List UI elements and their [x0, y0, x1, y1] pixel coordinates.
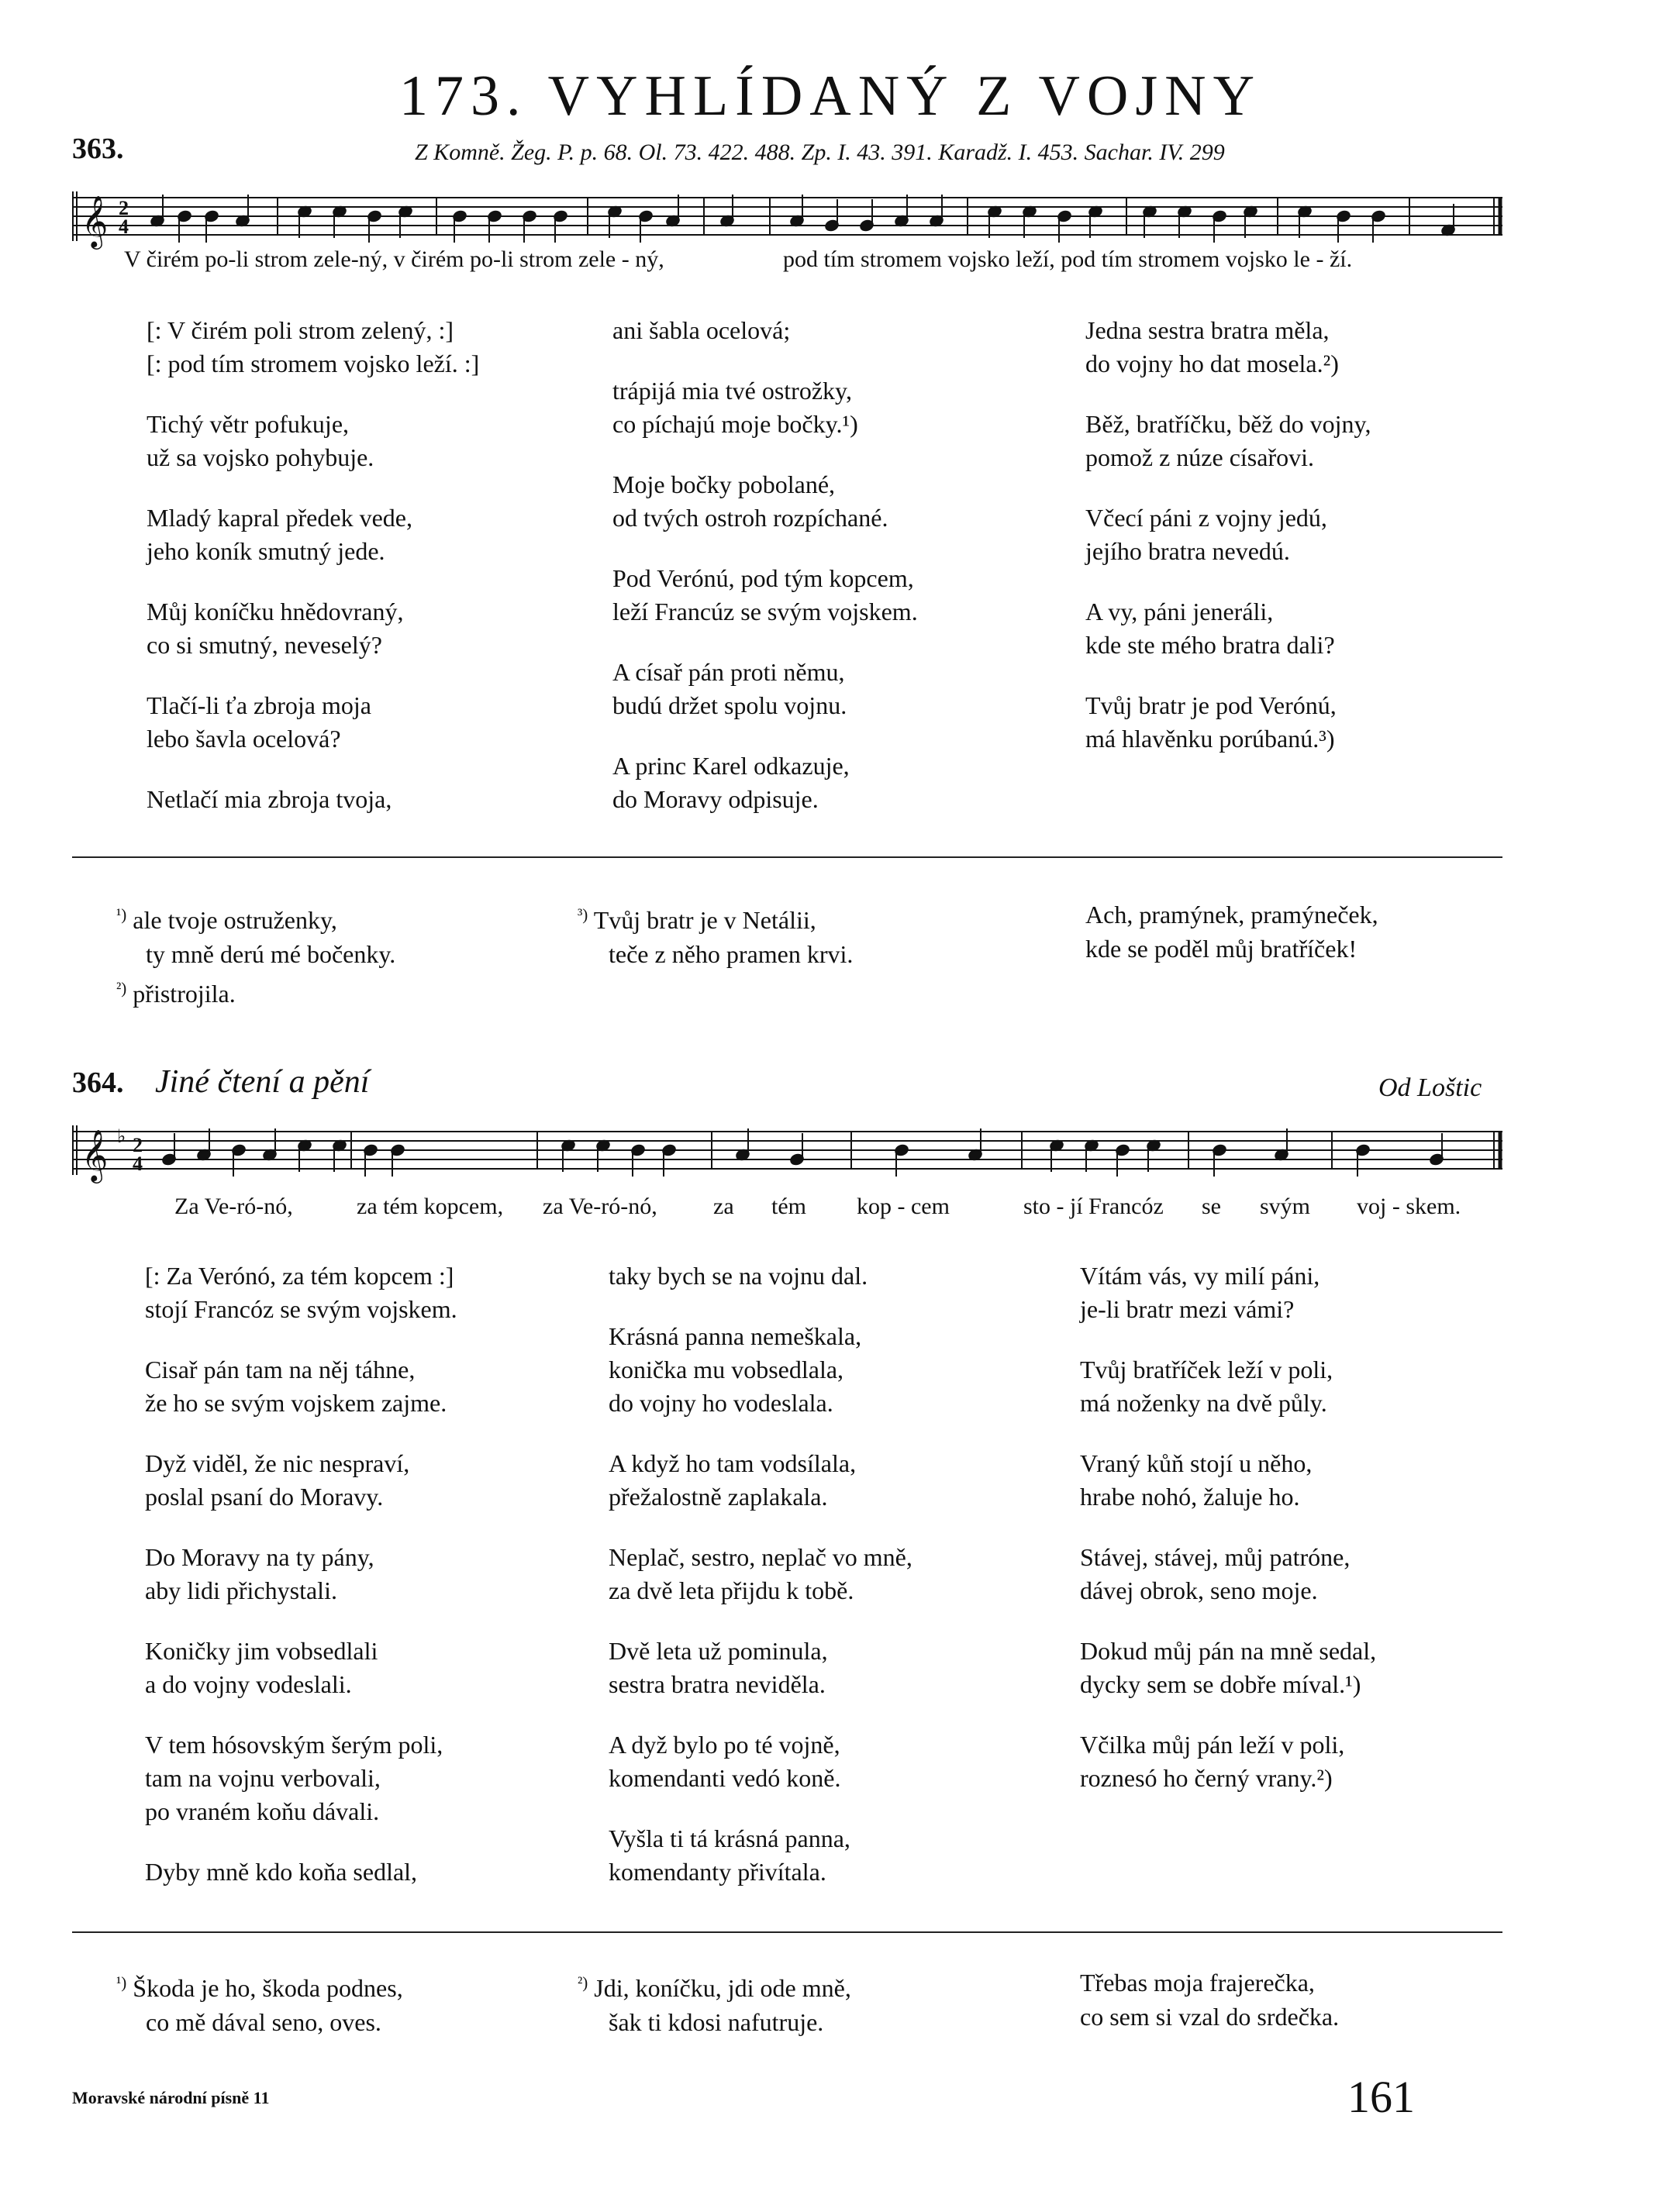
stanza-line: Do Moravy na ty pány,: [145, 1543, 374, 1571]
stanza: [612, 656, 918, 722]
stanza: [145, 1728, 457, 1828]
stanza-line: Neplač, sestro, neplač vo mně,: [609, 1543, 912, 1571]
stanza: [1085, 595, 1371, 662]
stanza-line: Krásná panna nemeškala,: [609, 1322, 862, 1350]
footnote-text: přistrojila.: [133, 980, 236, 1008]
stanza-line: že ho se svým vojskem zajme.: [145, 1389, 447, 1417]
stanza-line: aby lidi přichystali.: [145, 1576, 337, 1604]
footnote-text: Třebas moja frajerečka,: [1080, 1969, 1315, 1997]
footnote-mark: ²): [578, 1973, 588, 1992]
stanza-line: stojí Francóz se svým vojskem.: [145, 1295, 457, 1323]
stanza-line: budú držet spolu vojnu.: [612, 691, 847, 719]
stanza-line: Dvě leta už pominula,: [609, 1637, 828, 1665]
stanza-line: pomož z núze císařovi.: [1085, 443, 1314, 471]
stanza-line: Stávej, stávej, můj patróne,: [1080, 1543, 1351, 1571]
stanza-column: [612, 314, 918, 843]
time-signature-top: 2: [133, 1134, 143, 1156]
stanza: [609, 1635, 912, 1701]
stanza-column: [1085, 314, 1371, 783]
treble-clef-icon: 𝄞: [81, 1128, 109, 1181]
stanza-column: [147, 314, 479, 843]
stanza: [612, 314, 918, 347]
stanza-line: Dyby mně kdo koňa sedlal,: [145, 1858, 418, 1886]
stanza: [147, 783, 479, 816]
stanza-line: leží Francúz se svým vojskem.: [612, 598, 918, 625]
page-number: 161: [1347, 2072, 1415, 2122]
stanza-line: komendanti vedó koně.: [609, 1764, 841, 1792]
lyric-part: pod tím stromem vojsko leží, pod tím stromem vojsko le - ží.: [783, 246, 1353, 272]
footnote-text: Jdi, koníčku, jdi ode mně,: [594, 1974, 851, 2002]
time-signature-top: 2: [119, 197, 129, 219]
footnote-3: [578, 898, 853, 971]
footnote-divider: [72, 856, 1502, 858]
stanza-line: A princ Karel odkazuje,: [612, 752, 850, 780]
stanza: [1080, 1635, 1376, 1701]
stanza: [147, 408, 479, 474]
footnote-mark: ³): [578, 905, 588, 924]
stanza-line: do Moravy odpisuje.: [612, 785, 819, 813]
lyric-part: svým: [1260, 1194, 1311, 1219]
stanza-line: Vraný kůň stojí u něho,: [1080, 1449, 1313, 1477]
stanza-line: lebo šavla ocelová?: [147, 725, 341, 753]
lyric-part: tém: [771, 1194, 806, 1219]
music-staff-363: [72, 174, 1502, 252]
stanza-line: Netlačí mia zbroja tvoja,: [147, 785, 392, 813]
stanza: [145, 1353, 457, 1420]
stanza-column: [145, 1259, 457, 1916]
stanza: [609, 1541, 912, 1607]
stanza-line: Tvůj bratr je pod Verónú,: [1085, 691, 1337, 719]
stanza: [145, 1447, 457, 1514]
stanza-line: dycky sem se dobře míval.¹): [1080, 1670, 1361, 1698]
stanza-column: [1080, 1259, 1376, 1822]
footnote-text: co sem si vzal do srdečka.: [1080, 2003, 1340, 2031]
stanza-line: A dyž bylo po té vojně,: [609, 1731, 840, 1759]
footnote-text: ale tvoje ostruženky,: [133, 906, 337, 934]
stanza-line: Pod Verónú, pod tým kopcem,: [612, 564, 914, 592]
stanza-line: Dokud můj pán na mně sedal,: [1080, 1637, 1377, 1665]
stanza-line: za dvě leta přijdu k tobě.: [609, 1576, 854, 1604]
stanza: [147, 314, 479, 381]
stanza: [1085, 408, 1371, 474]
stanza: [612, 374, 918, 441]
stanza-line: A když ho tam vodsílala,: [609, 1449, 857, 1477]
footnote-text: šak ti kdosi nafutruje.: [609, 2008, 824, 2036]
footnote-text: Ach, pramýnek, pramýneček,: [1085, 901, 1378, 929]
stanza-line: Moje bočky pobolané,: [612, 470, 836, 498]
footnote-divider: [72, 1931, 1502, 1933]
stanza: [1080, 1447, 1376, 1514]
lyrics-under-staff-364: [174, 1194, 1508, 1225]
footnote-3-continued: [1085, 898, 1378, 966]
lyric-part: za tém kopcem,: [357, 1194, 504, 1219]
stanza-line: Dyž viděl, že nic nespraví,: [145, 1449, 410, 1477]
stanza-line: do vojny ho vodeslala.: [609, 1389, 833, 1417]
stanza-line: V tem hósovským šerým poli,: [145, 1731, 443, 1759]
stanza-line: co si smutný, neveselý?: [147, 631, 382, 659]
treble-clef-icon: 𝄞: [81, 195, 109, 247]
footnote-text: kde se poděl můj bratříček!: [1085, 935, 1357, 963]
lyrics-under-staff-363: [124, 246, 1520, 277]
stanza-column: [609, 1259, 912, 1916]
stanza-line: Koničky jim vobsedlali: [145, 1637, 378, 1665]
stanza-line: Běž, bratříčku, běž do vojny,: [1085, 410, 1371, 438]
lyric-part: se: [1202, 1194, 1221, 1219]
song-title-364: Jiné čtení a pění: [155, 1064, 370, 1100]
stanza: [1080, 1541, 1376, 1607]
lyric-part: voj - skem.: [1357, 1194, 1461, 1219]
stanza: [1085, 689, 1371, 756]
stanza: [1085, 314, 1371, 381]
footnote-1: [116, 898, 395, 1011]
footnote-1: [116, 1966, 403, 2039]
stanza-line: Jedna sestra bratra měla,: [1085, 316, 1330, 344]
stanza-line: Tichý větr pofukuje,: [147, 410, 350, 438]
lyric-part: kop - cem: [857, 1194, 950, 1219]
stanza: [145, 1855, 457, 1889]
stanza: [609, 1320, 912, 1420]
stanza-line: Mladý kapral předek vede,: [147, 504, 412, 532]
stanza-line: má noženky na dvě půly.: [1080, 1389, 1327, 1417]
stanza-line: po vraném koňu dávali.: [145, 1797, 380, 1825]
stanza-line: [: V čirém poli strom zelený, :]: [147, 316, 454, 344]
stanza: [1085, 501, 1371, 568]
stanza: [145, 1541, 457, 1607]
stanza: [145, 1259, 457, 1326]
song-source-364: Od Loštic: [1378, 1073, 1482, 1102]
stanza: [1080, 1728, 1376, 1795]
stanza-line: Cisař pán tam na něj táhne,: [145, 1356, 416, 1383]
song-number-363: 363.: [72, 133, 124, 165]
stanza: [147, 689, 479, 756]
stanza-line: A císař pán proti němu,: [612, 658, 845, 686]
stanza-line: a do vojny vodeslali.: [145, 1670, 352, 1698]
footnote-mark: ¹): [116, 1973, 127, 1992]
stanza-line: má hlavěnku porúbanú.³): [1085, 725, 1335, 753]
stanza-line: jeho koník smutný jede.: [147, 537, 385, 565]
lyric-part: Za Ve-ró-nó,: [174, 1194, 293, 1219]
stanza-line: Vyšla ti tá krásná panna,: [609, 1824, 850, 1852]
stanza-line: jejího bratra nevedú.: [1085, 537, 1290, 565]
stanza-line: sestra bratra neviděla.: [609, 1670, 826, 1698]
stanza-line: do vojny ho dat mosela.²): [1085, 350, 1339, 377]
stanza-line: kde ste mého bratra dali?: [1085, 631, 1335, 659]
stanza: [147, 501, 479, 568]
time-signature-bottom: 4: [119, 215, 129, 238]
lyric-part: za: [713, 1194, 734, 1219]
stanza-line: hrabe nohó, žaluje ho.: [1080, 1483, 1300, 1511]
time-signature-bottom: 4: [133, 1153, 143, 1175]
footnote-mark: ²): [116, 979, 127, 997]
stanza-line: poslal psaní do Moravy.: [145, 1483, 384, 1511]
stanza-line: [: pod tím stromem vojsko leží. :]: [147, 350, 480, 377]
stanza: [609, 1447, 912, 1514]
stanza-line: konička mu vobsedlala,: [609, 1356, 844, 1383]
stanza-line: Můj koníčku hnědovraný,: [147, 598, 404, 625]
stanza: [147, 595, 479, 662]
stanza: [609, 1822, 912, 1889]
stanza-line: přežalostně zaplakala.: [609, 1483, 828, 1511]
stanza-line: trápijá mia tvé ostrožky,: [612, 377, 852, 405]
stanza-line: od tvých ostroh rozpíchané.: [612, 504, 888, 532]
footnote-text: Škoda je ho, škoda podnes,: [133, 1974, 403, 2002]
stanza-line: komendanty přivítala.: [609, 1858, 826, 1886]
footnote-2-continued: [1080, 1966, 1339, 2034]
stanza: [612, 749, 918, 816]
footnote-text: Tvůj bratr je v Netálii,: [593, 906, 816, 934]
lyric-part: sto - jí Francóz: [1023, 1194, 1164, 1219]
stanza-line: už sa vojsko pohybuje.: [147, 443, 374, 471]
flat-icon: ♭: [117, 1125, 126, 1147]
stanza-line: Tlačí-li ťa zbroja moja: [147, 691, 371, 719]
footnote-text: ty mně derú mé bočenky.: [146, 940, 396, 968]
footnote-mark: ¹): [116, 905, 127, 924]
lyric-part: za Ve-ró-nó,: [543, 1194, 657, 1219]
chapter-title: 173. VYHLÍDANÝ Z VOJNY: [399, 64, 1262, 128]
stanza: [145, 1635, 457, 1701]
book-title-footer: Moravské národní písně 11: [72, 2088, 270, 2107]
stanza-line: taky bych se na vojnu dal.: [609, 1262, 868, 1290]
stanza-line: je-li bratr mezi vámi?: [1080, 1295, 1295, 1323]
footnote-text: teče z něho pramen krvi.: [609, 940, 854, 968]
stanza-line: roznesó ho černý vrany.²): [1080, 1764, 1333, 1792]
stanza-line: co píchajú moje bočky.¹): [612, 410, 858, 438]
stanza: [609, 1259, 912, 1293]
footnote-2: [578, 1966, 851, 2039]
stanza-line: tam na vojnu verbovali,: [145, 1764, 381, 1792]
stanza-line: ani šabla ocelová;: [612, 316, 791, 344]
song-number-364: 364.: [72, 1066, 124, 1099]
stanza-line: dávej obrok, seno moje.: [1080, 1576, 1318, 1604]
stanza-line: [: Za Verónó, za tém kopcem :]: [145, 1262, 454, 1290]
stanza: [1080, 1259, 1376, 1326]
stanza-line: Tvůj bratříček leží v poli,: [1080, 1356, 1333, 1383]
lyric-part: V čirém po-li strom zele-ný, v čirém po-li strom zele - ný,: [124, 246, 664, 272]
stanza-line: A vy, páni jeneráli,: [1085, 598, 1274, 625]
stanza-line: Vítám vás, vy milí páni,: [1080, 1262, 1320, 1290]
footnote-text: co mě dával seno, oves.: [146, 2008, 381, 2036]
stanza: [612, 468, 918, 535]
stanza: [609, 1728, 912, 1795]
stanza: [1080, 1353, 1376, 1420]
music-staff-364: [72, 1108, 1502, 1186]
stanza-line: Včilka můj pán leží v poli,: [1080, 1731, 1345, 1759]
stanza: [612, 562, 918, 629]
song-source-363: Z Komně. Žeg. P. p. 68. Ol. 73. 422. 488. Zp. I. 43. 391. Karadž. I. 453. Sachar. IV. 299: [415, 140, 1225, 165]
stanza-line: Včecí páni z vojny jedú,: [1085, 504, 1327, 532]
